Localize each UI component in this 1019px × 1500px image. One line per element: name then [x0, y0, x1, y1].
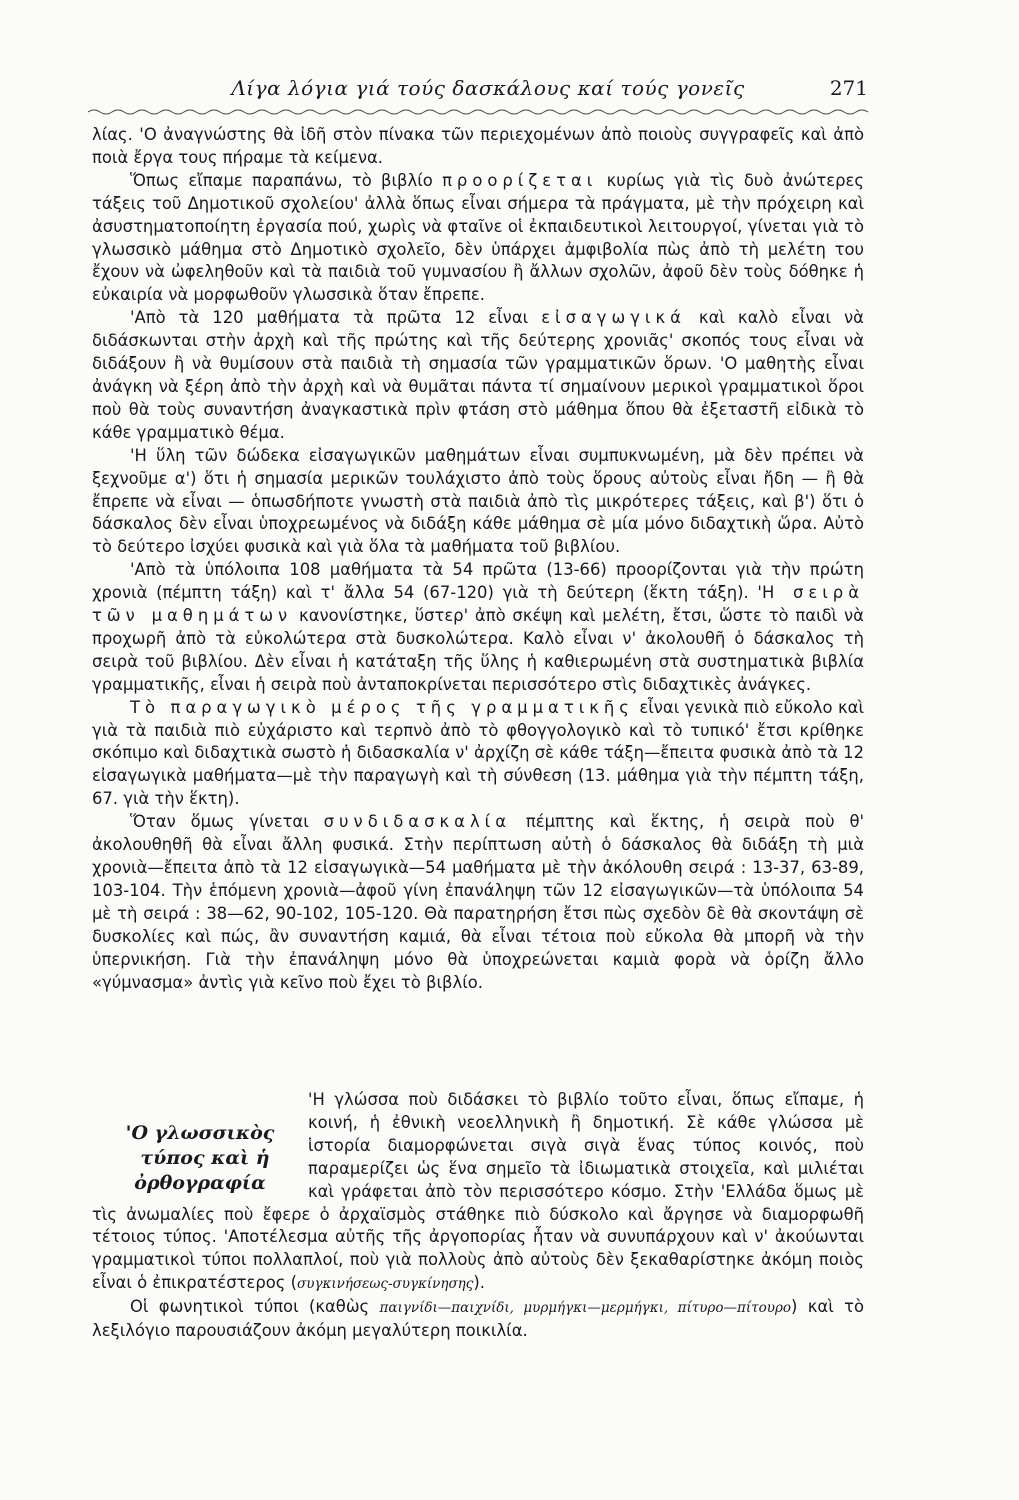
- main-text: [92, 124, 864, 994]
- paragraph: [92, 170, 864, 307]
- text-run: Ὅπως εἴπαμε παραπάνω, τὸ βιβλίο: [130, 170, 433, 190]
- paragraph: [92, 559, 864, 696]
- spaced-emphasis: εἰσαγωγικά: [541, 308, 686, 328]
- text-run: Ὅταν ὅμως γίνεται: [130, 812, 309, 832]
- sidehead-line: 'Ο γλωσσικὸς: [125, 1122, 275, 1144]
- text-run: κανονίστηκε, ὕστερ' ἀπὸ σκέψη καὶ μελέτη, ἔτσι, ὥστε τὸ παιδὶ νὰ προχωρῆ ἀπὸ τὰ εὐκολώτερα στὰ δυσκολώτερα. Καλὸ εἶναι ν' ἀκολουθῆ ὁ δάσκαλος τὴ σειρὰ τοῦ βιβλίου. Δὲν εἶναι ἡ κατάταξη τῆς ὕλης ἡ καθιερωμένη στὰ συστηματικὰ βιβλία γραμματικῆς, εἶναι ἡ σειρὰ ποὺ ἀνταποκρίνεται περισσότερο στὶς διδαχτικὲς ἀνάγκες.: [92, 606, 864, 694]
- paragraph: [92, 307, 864, 444]
- spaced-emphasis: Τὸ παραγωγικὸ μέρος τῆς γραμματικῆς: [130, 697, 634, 717]
- text-run: 'Απὸ τὰ ὑπόλοιπα 108 μαθήματα τὰ 54 πρῶτα (13-66) προορίζονται γιὰ τὴν πρώτη χρονιὰ (πέμπτη τάξη) καὶ τ' ἄλλα 54 (67-120) γιὰ τὴ δεύτερη (ἕκτη τάξη). ': [92, 560, 864, 603]
- text-run: 'Απὸ τὰ 120 μαθήματα τὰ πρῶτα 12 εἶναι: [130, 308, 529, 328]
- page-number: 271: [829, 76, 868, 100]
- italic-example: συγκινήσεως-συγκίνησης: [297, 1276, 474, 1293]
- section-sidehead: [106, 1121, 294, 1196]
- text-run: 'Η γλώσσα ποὺ διδάσκει τὸ βιβλίο τοῦτο εἶναι, ὅπως εἴπαμε, ἡ κοινή, ἡ ἐθνικὴ νεοελληνικὴ ἢ δημοτική. Σὲ κάθε γλώσσα μὲ ἱστορία διαμορφώνεται σιγὰ σιγὰ ἕνας τύπος κοινός, ποὺ παραμερίζει ὡς ἕνα σημεῖο τὰ ἰδιωματικὰ στοιχεῖα, καὶ μιλιέται καὶ γράφεται ἀπὸ τὸν περισσότερο κόσμο. Στὴν 'Ελλάδα ὅμως μὲ τὶς ἀνωμαλίες ποὺ ἔφερε ὁ ἀρχαϊσμὸς στάθηκε πιὸ δύσκολο καὶ ἄργησε νὰ διαμορφωθῆ τέτοιος τύπος. 'Αποτέλεσμα αὐτῆς τῆς ἀργοπορίας ἦταν νὰ συνυπάρχουν καὶ ν' ἀκούωνται γραμματικοὶ τύποι πολλαπλοί, ποὺ γιὰ πολλοὺς ἀπὸ αὐτοὺς δὲν ξεκαθαρίστηκε ἀκόμη ποιὸς εἶναι ὁ ἐπικρατέστερος (: [92, 1090, 864, 1293]
- paragraph: [92, 811, 864, 994]
- text-run: εἶναι γενικὰ πιὸ εὔκολο καὶ γιὰ τὰ παιδιὰ πιὸ εὐχάριστο καὶ τερπνὸ ἀπὸ τὸ φθογγολογικὸ καὶ τὸ τυπικό' ἔτσι κρίθηκε σκόπιμο καὶ διδαχτικὰ σωστὸ ἡ διδασκαλία ν' ἀρχίζη σὲ κάθε τάξη—ἔπειτα φυσικὰ ἀπὸ τὰ 12 εἰσαγωγικὰ μαθήματα—μὲ τὴν παραγωγὴ καὶ τὴ σύνθεση (13. μάθημα γιὰ τὴν πέμπτη τάξη, 67. γιὰ τὴν ἕκτη).: [92, 697, 864, 809]
- spaced-emphasis: προορίζεται: [442, 170, 598, 190]
- section-language-type: [92, 1089, 864, 1343]
- text-run: Οἱ φωνητικοὶ τύποι (καθὼς: [130, 1297, 370, 1317]
- paragraph: 'Η ὕλη τῶν δώδεκα εἰσαγωγικῶν μαθημάτων εἶναι συμπυκνωμένη, μὰ δὲν πρέπει νὰ ξεχνοῦμε α') ὅτι ἡ σημασία μερικῶν τουλάχιστο ἀπὸ τοὺς ὅρους αὐτοὺς εἶναι ἤδη — ἢ θὰ ἔπρεπε νὰ εἶναι — ὁπωσδήποτε γνωστὴ στὰ παιδιὰ ἀπὸ τὶς μικρότερες τάξεις, καὶ β') ὅτι ὁ δάσκαλος δὲν εἶναι ὑποχρεωμένος νὰ διδάξη κάθε μάθημα σὲ μία μόνο διδαχτικὴ ὥρα. Αὐτὸ τὸ δεύτερο ἰσχύει φυσικὰ καὶ γιὰ ὅλα τὰ μαθήματα τοῦ βιβλίου.: [92, 445, 864, 557]
- paragraph: λίας. 'Ο ἀναγνώστης θὰ ἰδῆ στὸν πίνακα τῶν περιεχομένων ἀπὸ ποιοὺς συγγραφεῖς καὶ ἀπὸ ποιὰ ἔργα τους πήραμε τὰ κείμενα.: [92, 125, 864, 167]
- header-title: Λίγα λόγια γιά τούς δασκάλους καί τούς γονεῖς: [231, 76, 745, 100]
- text-run: κυρίως γιὰ τὶς δυὸ ἀνώτερες τάξεις τοῦ Δημοτικοῦ σχολείου' ἀλλὰ ὅπως εἶναι σήμερα τὰ πράγματα, μὲ τὴν πρόχειρη καὶ ἀσυστηματοποίητη ἐργασία πού, χωρὶς νὰ φταῖνε οἱ ἐκπαιδευτικοὶ λειτουργοί, γίνεται γιὰ τὸ γλωσσικὸ μάθημα στὸ Δημοτικὸ σχολεῖο, δὲν ὑπάρχει ἀμφιβολία πὼς ἀπὸ τὴ μελέτη του ἔχουν νὰ ὠφεληθοῦν καὶ τὰ παιδιὰ τοῦ γυμνασίου ἢ ἄλλων σχολῶν, ἀφοῦ δὲν τοὺς δόθηκε ἡ εὐκαιρία νὰ μορφωθοῦν γλωσσικὰ ὅταν ἔπρεπε.: [92, 170, 864, 305]
- text-run: ) καὶ τὸ λεξιλόγιο παρουσιάζουν ἀκόμη μεγαλύτερη ποικιλία.: [92, 1297, 864, 1341]
- running-header: [88, 76, 868, 106]
- header-wavy-rule: [88, 108, 868, 116]
- spaced-emphasis: Η σειρὰ τῶν μαθημάτων: [92, 583, 864, 626]
- sidehead-line: ὀρθογραφία: [134, 1172, 266, 1194]
- sidehead-line: τύπος καὶ ἡ: [140, 1147, 270, 1169]
- spaced-emphasis: συνδιδασκαλία: [323, 812, 512, 832]
- italic-example: παιγνίδι—παιχνίδι, μυρμήγκι—μερμήγκι, πίτυρο—πίτουρο: [379, 1300, 792, 1317]
- paragraph: [92, 1296, 864, 1343]
- text-run: καὶ καλὸ εἶναι νὰ διδάσκωνται στὴν ἀρχὴ καὶ τῆς πρώτης καὶ τῆς δεύτερης χρονιᾶς' σκοπός τους εἶναι νὰ διδάξουν ἢ νὰ θυμίσουν στὰ παιδιὰ τὴ σημασία τῶν γραμματικῶν ὅρων. 'Ο μαθητὴς εἶναι ἀνάγκη νὰ ξέρη ἀπὸ τὴν ἀρχὴ καὶ νὰ θυμᾶται πάντα τί σημαίνουν μερικοὶ γραμματικοὶ ὅροι ποὺ θὰ τοὺς συναντήση ἀναγκαστικὰ πρὶν φτάση στὸ μάθημα ὅπου θὰ ἐξεταστῆ εἰδικὰ τὸ κάθε γραμματικὸ θέμα.: [92, 308, 864, 442]
- paragraph: [92, 697, 864, 812]
- text-run: ).: [473, 1273, 485, 1293]
- text-run: πέμπτης καὶ ἕκτης, ἡ σειρὰ ποὺ θ' ἀκολουθηθῆ θὰ εἶναι ἄλλη φυσικά. Στὴν περίπτωση αὐτὴ ὁ δάσκαλος θὰ διδάξη τὴ μιὰ χρονιὰ—ἔπειτα ἀπὸ τὰ 12 εἰσαγωγικὰ—54 μαθήματα μὲ τὴν ἀκόλουθη σειρά : 13-37, 63-89, 103-104. Τὴν ἑπόμενη χρονιὰ—ἀφοῦ γίνη ἐπανάληψη τῶν 12 εἰσαγωγικῶν—τὰ ὑπόλοιπα 54 μὲ τὴ σειρά : 38—62, 90-102, 105-120. Θὰ παρατηρήση ἔτσι πὼς σχεδὸν δὲ θὰ σκοντάψη σὲ δυσκολίες καὶ πώς, ἂν συναντήση καμιά, θὰ εἶναι τέτοια ποὺ εὔκολα θὰ μπορῆ νὰ τὴν ὑπερνικήση. Γιὰ τὴν ἐπανάληψη μόνο θὰ ὑποχρεώνεται καμιὰ φορὰ νὰ ὁρίζη ἄλλο «γύμνασμα» ἀντὶς γιὰ κεῖνο ποὺ ἔχει τὸ βιβλίο.: [92, 812, 865, 992]
